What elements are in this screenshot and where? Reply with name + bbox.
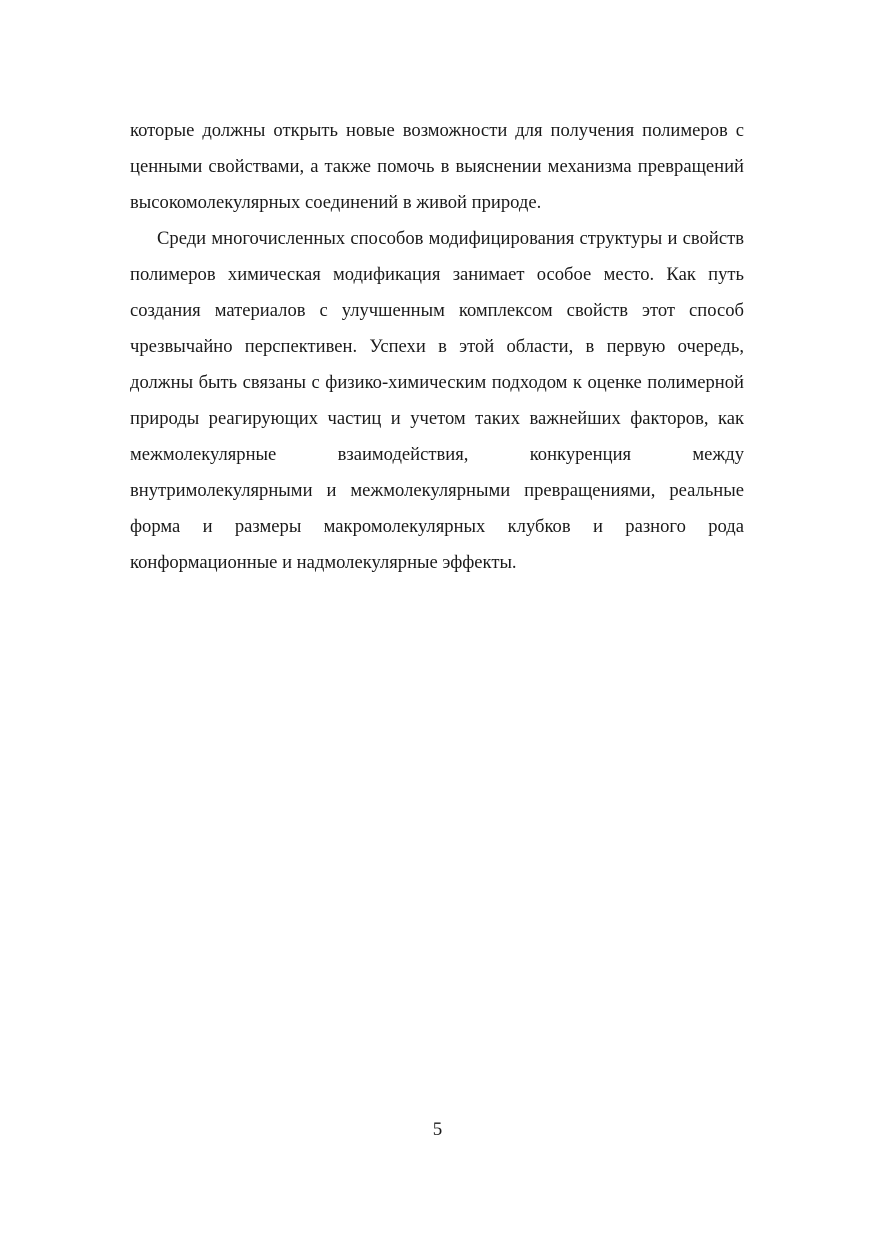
page-number: 5 xyxy=(432,1119,443,1140)
paragraph-chemical-modification: Среди многочисленных способов модифицирования структуры и свойств полимеров химическая модификация занимает особое место. Как путь создания материалов с улучшенным комплексом свойств этот способ чрезвычайно перспективен. Успехи в этой области, в первую очередь, должны быть связаны с физико-химическим подходом к оценке полимерной природы реагирующих частиц и учетом таких важнейших факторов, как межмолекулярные взаимодействия, конкуренция между внутримолекулярными и межмолекулярными превращениями, реальные форма и размеры макромолекулярных клубков и разного рода конформационные и надмолекулярные эффекты. xyxy=(130,228,744,573)
page-body xyxy=(130,113,744,581)
paragraph-continuation: которые должны открыть новые возможности для получения полимеров с ценными свойствами, а также помочь в выяснении механизма превращений высокомолекулярных соединений в живой природе. xyxy=(130,120,744,213)
